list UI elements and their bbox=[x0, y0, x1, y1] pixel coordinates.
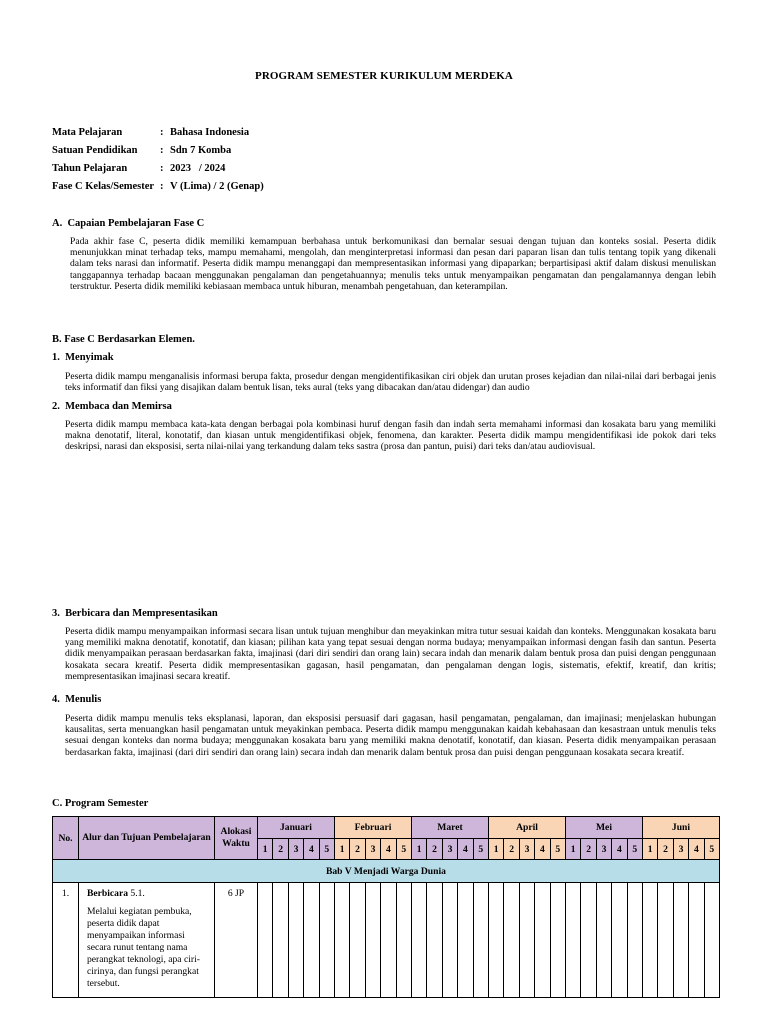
schedule-cell bbox=[458, 883, 473, 998]
month-mei: Mei bbox=[566, 817, 643, 839]
week-cell: 4 bbox=[612, 839, 627, 860]
week-cell: 1 bbox=[258, 839, 273, 860]
week-cell: 5 bbox=[319, 839, 334, 860]
schedule-cell bbox=[689, 883, 704, 998]
week-cell: 5 bbox=[704, 839, 719, 860]
identity-label: Fase C Kelas/Semester bbox=[52, 181, 155, 192]
identity-value: Bahasa Indonesia bbox=[170, 127, 250, 138]
schedule-cell bbox=[288, 883, 303, 998]
schedule-cell bbox=[334, 883, 349, 998]
header-alur: Alur dan Tujuan Pembelajaran bbox=[79, 817, 215, 860]
schedule-cell bbox=[427, 883, 442, 998]
month-maret: Maret bbox=[411, 817, 488, 839]
schedule-cell bbox=[504, 883, 519, 998]
week-cell: 5 bbox=[396, 839, 411, 860]
section-c-heading: C. Program Semester bbox=[52, 798, 149, 809]
subsection-heading-membaca: 2. Membaca dan Memirsa bbox=[52, 401, 172, 412]
row-alur-desc: Melalui kegiatan pembuka, peserta didik dapat menyampaikan informasi secara runut tentang nama perangkat teknologi, apa ciri-cirinya, dan fungsi perangkat tersebut. bbox=[87, 906, 200, 989]
row-alur-code: 5.1. bbox=[128, 888, 145, 899]
schedule-cell bbox=[304, 883, 319, 998]
week-cell: 2 bbox=[427, 839, 442, 860]
month-januari: Januari bbox=[258, 817, 335, 839]
schedule-cell bbox=[381, 883, 396, 998]
week-cell: 1 bbox=[566, 839, 581, 860]
schedule-cell bbox=[627, 883, 642, 998]
section-a-heading: A. Capaian Pembelajaran Fase C bbox=[52, 218, 205, 229]
schedule-cell bbox=[489, 883, 504, 998]
schedule-cell bbox=[535, 883, 550, 998]
row-alur bbox=[79, 883, 215, 998]
week-cell: 3 bbox=[519, 839, 534, 860]
schedule-cell bbox=[258, 883, 273, 998]
week-cell: 4 bbox=[304, 839, 319, 860]
subsection-heading-menulis: 4. Menulis bbox=[52, 694, 102, 705]
schedule-cell bbox=[365, 883, 380, 998]
schedule-cell bbox=[673, 883, 688, 998]
week-cell: 1 bbox=[642, 839, 657, 860]
page-title: PROGRAM SEMESTER KURIKULUM MERDEKA bbox=[255, 70, 513, 82]
row-alur-title: Berbicara bbox=[87, 888, 129, 899]
identity-row-tahun: Tahun Pelajaran : 2023 / 2024 bbox=[52, 163, 226, 174]
schedule-cell bbox=[581, 883, 596, 998]
schedule-cell bbox=[612, 883, 627, 998]
schedule-cell bbox=[396, 883, 411, 998]
week-cell: 3 bbox=[673, 839, 688, 860]
schedule-cell bbox=[596, 883, 611, 998]
schedule-cell bbox=[273, 883, 288, 998]
week-cell: 3 bbox=[596, 839, 611, 860]
schedule-cell bbox=[658, 883, 673, 998]
week-cell: 5 bbox=[473, 839, 488, 860]
week-cell: 4 bbox=[535, 839, 550, 860]
schedule-cell bbox=[442, 883, 457, 998]
schedule-cell bbox=[566, 883, 581, 998]
subsection-text-menyimak: Peserta didik mampu menganalisis informasi berupa fakta, prosedur dengan mengidentifikasikan ciri objek dan urutan proses kejadian dan nilai-nilai dari berbagai jenis teks informatif dan fiksi yang disajikan dalam bentuk lisan, teks aural (teks yang dibacakan dan/atau didengar) dan audio bbox=[65, 371, 716, 394]
row-no: 1. bbox=[53, 883, 79, 998]
subsection-text-membaca: Peserta didik mampu membaca kata-kata dengan berbagai pola kombinasi huruf dengan fasih dan indah serta memahami informasi dan kosakata baru yang memiliki makna denotatif, literal, konotatif, dan kiasan untuk mengidentifikasi objek, fenomena, dan karakter. Peserta didik mampu mengidentifikasi ide pokok dari teks deskripsi, narasi dan eksposisi, serta nilai-nilai yang terkandung dalam teks sastra (prosa dan pantun, puisi) dari teks dan/atau audiovisual. bbox=[65, 419, 716, 453]
identity-label: Satuan Pendidikan bbox=[52, 145, 138, 156]
week-cell: 3 bbox=[442, 839, 457, 860]
week-cell: 1 bbox=[489, 839, 504, 860]
program-semester-table bbox=[52, 816, 720, 998]
row-alokasi: 6 JP bbox=[215, 883, 258, 998]
identity-value: Sdn 7 Komba bbox=[170, 145, 232, 156]
schedule-cell bbox=[473, 883, 488, 998]
week-cell: 3 bbox=[365, 839, 380, 860]
schedule-cell bbox=[642, 883, 657, 998]
identity-row-mapel: Mata Pelajaran : Bahasa Indonesia bbox=[52, 127, 250, 138]
schedule-cell bbox=[704, 883, 719, 998]
week-cell: 2 bbox=[504, 839, 519, 860]
month-februari: Februari bbox=[334, 817, 411, 839]
week-cell: 1 bbox=[411, 839, 426, 860]
bab-title: Bab V Menjadi Warga Dunia bbox=[53, 860, 720, 883]
header-alokasi: Alokasi Waktu bbox=[215, 817, 258, 860]
subsection-heading-menyimak: 1. Menyimak bbox=[52, 352, 114, 363]
schedule-cell bbox=[519, 883, 534, 998]
identity-row-satuan: Satuan Pendidikan : Sdn 7 Komba bbox=[52, 145, 232, 156]
week-cell: 5 bbox=[550, 839, 565, 860]
identity-label: Mata Pelajaran bbox=[52, 127, 123, 138]
subsection-heading-berbicara: 3. Berbicara dan Mempresentasikan bbox=[52, 608, 218, 619]
week-cell: 1 bbox=[334, 839, 349, 860]
header-no: No. bbox=[53, 817, 79, 860]
week-cell: 2 bbox=[658, 839, 673, 860]
subsection-text-berbicara: Peserta didik mampu menyampaikan informasi secara lisan untuk tujuan menghibur dan meyakinkan mitra tutur sesuai kaidah dan konteks. Menggunakan kosakata baru yang memiliki makna denotatif, konotatif, dan kiasan; pilihan kata yang tepat sesuai dengan norma budaya; menyampaikan informasi dengan fasih dan santun. Peserta didik menyampaikan perasaan berdasarkan fakta, imajinasi (dari diri sendiri dan orang lain) secara indah dan menarik dalam bentuk prosa dan puisi dengan penggunaan kosakata secara kreatif. Peserta didik mempresentasikan gagasan, hasil pengamatan, dan pengalaman dengan logis, sistematis, efektif, kreatif, dan kritis; mempresentasikan imajinasi secara kreatif. bbox=[65, 626, 716, 682]
section-a-text: Pada akhir fase C, peserta didik memiliki kemampuan berbahasa untuk berkomunikasi dan bernalar sesuai dengan tujuan dan konteks sosial. Peserta didik menunjukkan minat terhadap teks, mampu memahami, mengolah, dan menginterpretasi informasi dan pesan dari paparan lisan dan tulis tentang topik yang dikenali dalam teks narasi dan informatif. Peserta didik mampu menanggapi dan mempresentasikan informasi yang dipaparkan; berpartisipasi aktif dalam diskusi menuliskan tanggapannya terhadap bacaan menggunakan pengalaman dan pengetahuannya; menulis teks untuk menyampaikan pengamatan dan pengalamannya dengan lebih terstruktur. Peserta didik memiliki kebiasaan membaca untuk hiburan, menambah pengetahuan, dan keterampilan. bbox=[70, 236, 716, 292]
week-cell: 2 bbox=[581, 839, 596, 860]
week-cell: 4 bbox=[689, 839, 704, 860]
identity-row-fase: Fase C Kelas/Semester : V (Lima) / 2 (Genap) bbox=[52, 181, 264, 192]
schedule-cell bbox=[350, 883, 365, 998]
schedule-cell bbox=[319, 883, 334, 998]
schedule-cell bbox=[550, 883, 565, 998]
identity-value: 2023 / 2024 bbox=[170, 163, 226, 174]
week-cell: 4 bbox=[458, 839, 473, 860]
week-cell: 2 bbox=[273, 839, 288, 860]
identity-label: Tahun Pelajaran bbox=[52, 163, 128, 174]
identity-value: V (Lima) / 2 (Genap) bbox=[170, 181, 264, 192]
month-juni: Juni bbox=[642, 817, 719, 839]
subsection-text-menulis: Peserta didik mampu menulis teks eksplanasi, laporan, dan eksposisi persuasif dari gagasan, hasil pengamatan, pengalaman, dan imajinasi; menjelaskan hubungan kausalitas, serta menuangkan hasil pengamatan untuk meyakinkan pembaca. Peserta didik mampu menggunakan kaidah kebahasaan dan kesastraan untuk menulis teks sesuai dengan konteks dan norma budaya; menggunakan kosakata baru yang memiliki makna denotatif, konotatif, dan kiasan. Peserta didik menyampaikan perasaan berdasarkan fakta, imajinasi (dari diri sendiri dan orang lain) secara indah dan menarik dalam bentuk prosa dan puisi dengan penggunaan kosakata secara kreatif. bbox=[65, 713, 716, 758]
week-cell: 2 bbox=[350, 839, 365, 860]
schedule-cell bbox=[411, 883, 426, 998]
week-cell: 5 bbox=[627, 839, 642, 860]
week-cell: 4 bbox=[381, 839, 396, 860]
section-b-heading: B. Fase C Berdasarkan Elemen. bbox=[52, 334, 195, 345]
week-cell: 3 bbox=[288, 839, 303, 860]
month-april: April bbox=[489, 817, 566, 839]
